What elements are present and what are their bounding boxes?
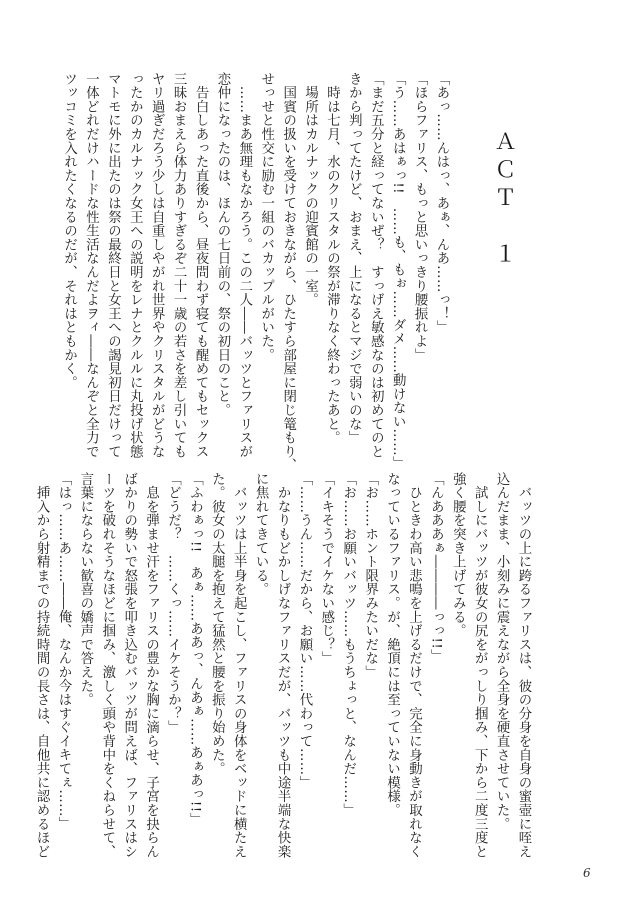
text-line: 息を弾ませ汗をファリスの豊かな胸に滴らせ、子宮を抉らん [143, 472, 159, 859]
text-line: せっせと性交に励む一組のバカップルがいた。 [258, 72, 274, 362]
text-line: 時は七月、水のクリスタルの祭が滞りなく終わったあと。 [324, 72, 340, 445]
text-line: きから判ってたけど、おまえ、上になるとマジで弱いのな」 [346, 72, 362, 445]
text-line: バッツの上に跨るファリスは、彼の分身を自身の蜜壺に咥え [516, 472, 531, 859]
text-line: 「イキそうでイケない感じ？」 [318, 472, 334, 666]
text-line: 「お……ホント限界みたいだな」 [362, 472, 378, 679]
text-line: ツッコミを入れたくなるのだが、それはともかく。 [61, 72, 77, 390]
text-line: に焦れてきている。 [253, 472, 269, 597]
text-line: 「どうだ？ ……くっ……イケそうか？」 [165, 472, 181, 735]
text-line: ひときわ高い悲鳴を上げるだけで、完全に身動きが取れなく [406, 472, 422, 859]
chapter-title: ＡＣＴ １ [491, 130, 516, 270]
text-line: 「んあああぁ――――っっ!!」 [428, 472, 444, 663]
text-line: 三昧おまえら体力ありすぎるぞ二十一歳の若さを差し引いても [171, 72, 187, 459]
text-line: ーツを破れそうなほどに掴み、激しく頭や背中をくねらせて、 [99, 472, 115, 859]
text-line: た。彼女の太腿を抱えて猛然と腰を振り始めた。 [209, 472, 225, 776]
text-line: ……まあ無理もなかろう。この二人――バッツとファリスが [236, 72, 252, 459]
lower-text-block [30, 472, 534, 859]
text-line: 「う……あはぁっ!! ……も、もぉ……ダメ……動けない……」 [390, 72, 406, 470]
text-line: マトモに外に出たのは祭の最終日と女王への謁見初日だけって [105, 72, 121, 459]
page-number: 6 [583, 866, 591, 880]
text-line: 「……うん……だから、お願い……代わって……」 [296, 472, 312, 790]
text-line: ばかりの勢いで怒張を叩き込むバッツが問えば、ファリスはシ [121, 472, 137, 859]
text-line: ったかのカルナック女王への説明をレナとクルルに丸投げ状態 [127, 72, 143, 459]
text-line: ヤリ過ぎだろう少しは自重しやがれ世界やクリスタルがどうな [149, 72, 165, 459]
text-line: 国賓の扱いを受けておきながら、ひたすら部屋に閉じ篭もり、 [280, 72, 296, 473]
text-line: 一体どれだけハードな性生活なんだよヲィ――なんぞと全力で [83, 72, 99, 459]
text-line: 強く腰を突き上げてみる。 [450, 472, 466, 638]
text-line: 「お……お願いバッツ……もうちょっと、なんだ……」 [340, 472, 356, 817]
text-line: 込んだまま、小刻みに震えながら全身を硬直させていた。 [494, 472, 510, 831]
upper-text-block [58, 72, 452, 473]
text-line: 言葉にならない歓喜の嬌声で答えた。 [77, 472, 93, 707]
text-line: 「あっ……んはっ、あぁ、んあ……っ！」 [434, 72, 449, 335]
text-line: 告白しあった直後から、昼夜問わず寝ても醒めてもセックス [193, 72, 209, 459]
text-line: 恋仲になったのは、ほんの七日前の、祭の初日のこと。 [214, 72, 230, 417]
text-line: 「はっ……あ……――俺、なんか今はすぐイキてぇ……」 [55, 472, 71, 831]
text-line: 「ほらファリス、もっと思いっきり腰振れよ」 [412, 72, 428, 362]
text-line: 試しにバッツが彼女の尻をがっしり掴み、下から二度三度と [472, 472, 488, 859]
text-line: 「ふわぁっ!! あぁ……ああっ、んあぁ……あぁあっ!!」 [187, 472, 203, 827]
text-line: なっているファリス。が、絶頂には至っていない模様。 [384, 472, 400, 817]
text-line: 「まだ五分と経ってないぜ？ すっげえ敏感なのは初めてのと [368, 72, 384, 459]
text-line: 場所はカルナックの迎賓館の一室。 [302, 72, 318, 307]
text-line: かなりもどかしげなファリスだが、バッツも中途半端な快楽 [275, 472, 291, 859]
text-line: バッツは上半身を起こし、ファリスの身体をベッドに横たえ [231, 472, 247, 859]
text-line: 挿入から射精までの持続時間の長さは、自他共に認めるほど [34, 472, 50, 859]
